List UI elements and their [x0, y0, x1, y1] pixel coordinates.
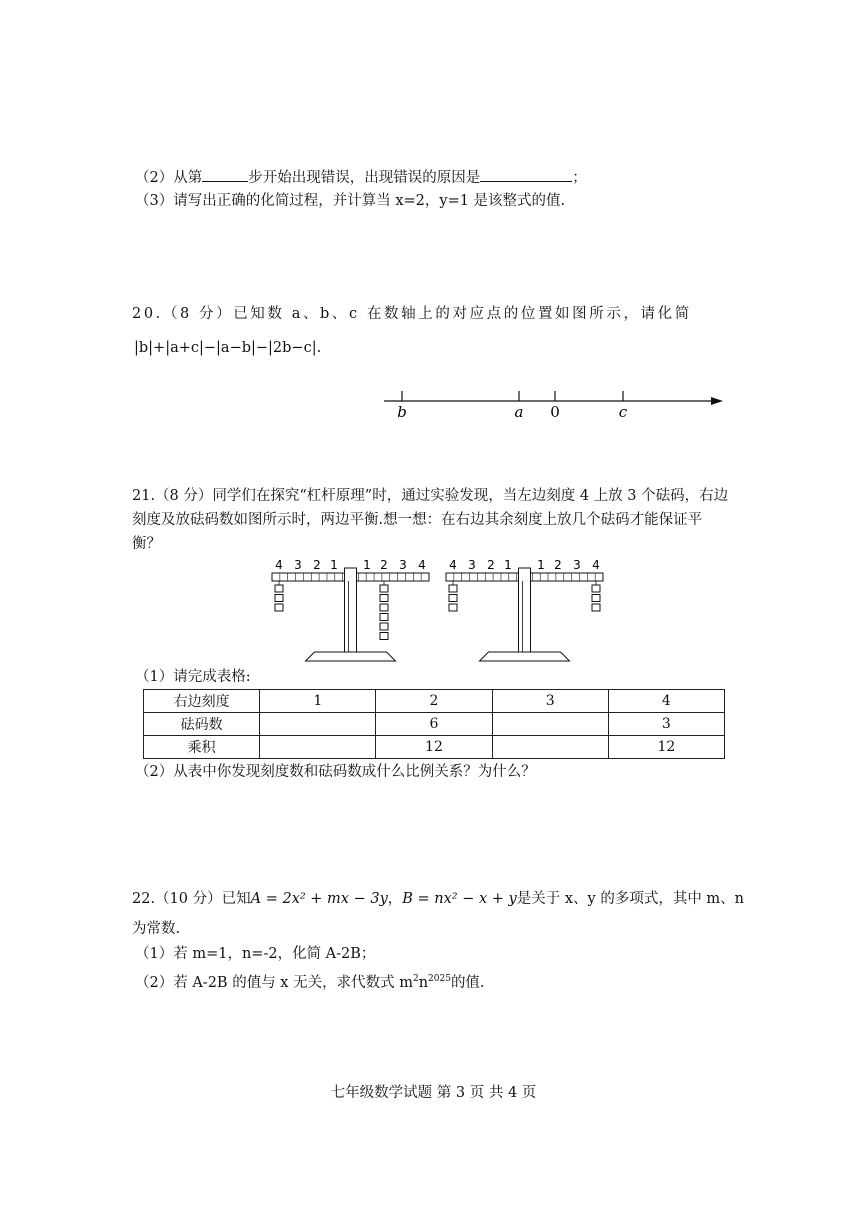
q22-stem-a: 22.（10 分）已知: [132, 891, 251, 907]
scale-label: 4: [418, 558, 426, 572]
table-cell: 1: [260, 690, 376, 713]
left-weight: [275, 585, 283, 592]
q19-part2-text-b: 步开始出现错误，出现错误的原因是: [248, 170, 481, 186]
page-footer: 七年级数学试题 第 3 页 共 4 页: [330, 1085, 537, 1101]
table-row-header: 砝码数: [144, 713, 260, 736]
left-weight: [275, 595, 283, 602]
right-weight: [380, 585, 388, 592]
scale-label: 1: [504, 558, 512, 572]
scale-label: 1: [330, 558, 338, 572]
scale-label: 3: [399, 558, 407, 572]
q21-stem-line3: 衡？: [132, 536, 161, 552]
q21-part2: （2）从表中你发现刻度数和砝码数成什么比例关系？为什么？: [135, 764, 536, 780]
number-line-label: b: [397, 403, 407, 421]
q21-stem-line2: 刻度及放砝码数如图所示时，两边平衡.想一想：在右边其余刻度上放几个砝码才能保证平: [132, 512, 703, 528]
q19-part2-text-a: （2）从第: [135, 170, 203, 186]
q22-A-expression: A = 2x² + mx − 3y: [250, 891, 388, 907]
table-cell: [260, 736, 376, 759]
number-line-label: 0: [550, 403, 560, 421]
q22-part2-b: n: [418, 974, 429, 991]
q22-part2-a: （2）若 A-2B 的值与 x 无关，求代数式 m: [135, 974, 413, 991]
table-row: [144, 690, 725, 713]
table-cell: 12: [376, 736, 492, 759]
lever-base: [306, 652, 396, 661]
q20-expression: |b|+|a+c|−|a−b|−|2b−c|.: [134, 340, 322, 356]
table-cell: 12: [608, 736, 724, 759]
q22-part2-c: 的值.: [450, 974, 485, 991]
right-weight: [380, 604, 388, 611]
table-row: [144, 736, 725, 759]
balance-1: [272, 558, 429, 661]
lever-base: [480, 652, 570, 661]
table-row-header: 乘积: [144, 736, 260, 759]
right-weight: [380, 614, 388, 621]
table-cell: 3: [608, 713, 724, 736]
q22-stem: [132, 889, 744, 909]
lever-post: [345, 568, 357, 652]
q21-part1: （1）请完成表格:: [135, 669, 251, 685]
scale-label: 2: [313, 558, 321, 572]
q22-stem-line2: 为常数.: [132, 921, 181, 937]
q21-table: [143, 689, 725, 759]
table-cell: 4: [608, 690, 724, 713]
right-weight: [380, 633, 388, 640]
right-weight: [592, 595, 600, 602]
q22-separator: ，: [387, 891, 403, 907]
scale-label: 4: [449, 558, 457, 572]
scale-label: 4: [592, 558, 600, 572]
right-weight: [380, 595, 388, 602]
table-row: [144, 713, 725, 736]
table-cell: 2: [376, 690, 492, 713]
scale-label: 2: [554, 558, 562, 572]
q20-stem: 20.（8 分）已知数 a、b、c 在数轴上的对应点的位置如图所示，请化简: [132, 306, 692, 322]
number-line-label: a: [514, 403, 524, 421]
table-cell: [492, 713, 608, 736]
scale-label: 1: [537, 558, 545, 572]
q22-part2-sup2: 2025: [428, 974, 451, 984]
q22-part1: （1）若 m=1，n=-2，化简 A-2B；: [135, 946, 376, 962]
right-weight: [592, 604, 600, 611]
scale-label: 1: [363, 558, 371, 572]
q22-part2: [135, 969, 485, 993]
left-weight: [449, 595, 457, 602]
right-weight: [380, 623, 388, 630]
left-weight: [449, 585, 457, 592]
right-weight: [592, 585, 600, 592]
left-weight: [275, 604, 283, 611]
q21-stem-line1: 21.（8 分）同学们在探究“杠杆原理”时，通过实验发现，当左边刻度 4 上放 3 个砝码，右边: [132, 488, 729, 504]
table-cell: [492, 736, 608, 759]
q22-stem-b: 是关于 x、y 的多项式，其中 m、n: [516, 891, 745, 907]
left-weight: [449, 604, 457, 611]
scale-label: 3: [468, 558, 476, 572]
table-cell: 6: [376, 713, 492, 736]
q22-part2-sup1: 2: [412, 974, 419, 984]
scale-label: 3: [294, 558, 302, 572]
scale-label: 2: [380, 558, 388, 572]
q19-part2-text-c: ；: [572, 170, 587, 186]
table-cell: 3: [492, 690, 608, 713]
number-line-label: c: [618, 403, 628, 421]
scale-label: 4: [275, 558, 283, 572]
balance-2: [446, 558, 603, 661]
lever-post: [519, 568, 531, 652]
q19-part3: （3）请写出正确的化简过程，并计算当 x=2，y=1 是该整式的值.: [135, 193, 566, 209]
scale-label: 2: [487, 558, 495, 572]
table-cell: [260, 713, 376, 736]
q22-B-expression: B = nx² − x + y: [402, 891, 517, 907]
scale-label: 3: [573, 558, 581, 572]
table-row-header: 右边刻度: [144, 690, 260, 713]
